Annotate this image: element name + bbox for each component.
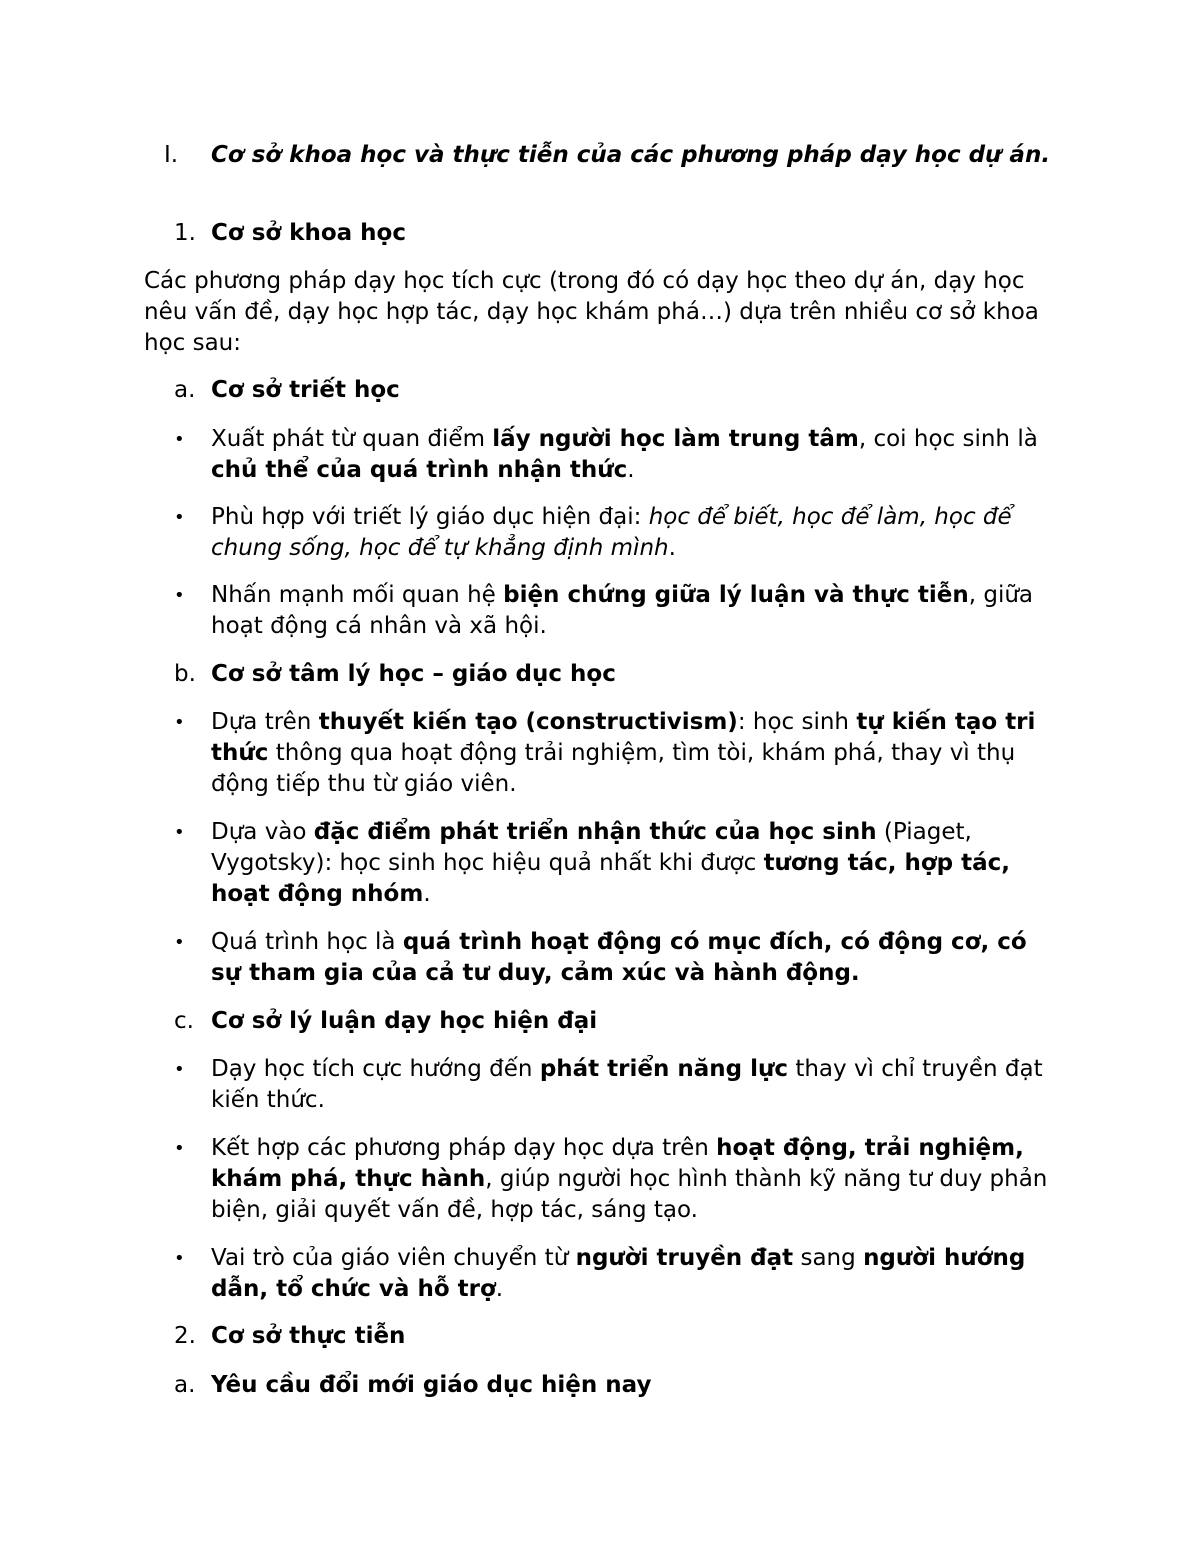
emphasis: đặc điểm phát triển nhận thức của học sinh bbox=[313, 819, 877, 845]
text: thông qua hoạt động trải nghiệm, tìm tòi, khám phá, thay vì thụ động tiếp thu từ giáo viên. bbox=[211, 740, 1016, 797]
bullet-icon: • bbox=[174, 1138, 185, 1159]
section-marker: I. bbox=[164, 142, 179, 168]
emphasis: quá trình hoạt động có mục đích, có động cơ, có sự tham gia của cả tư duy, cảm xúc và hành động. bbox=[211, 929, 1027, 986]
heading-b bbox=[144, 659, 1060, 690]
emphasis: tương tác, hợp tác, hoạt động nhóm bbox=[211, 850, 1011, 907]
text: Xuất phát từ quan điểm bbox=[211, 426, 493, 452]
emphasis: thuyết kiến tạo (constructivism) bbox=[318, 709, 738, 735]
text: thay vì chỉ truyền đạt kiến thức. bbox=[211, 1056, 1043, 1113]
subheading-title: Cơ sở khoa học bbox=[211, 220, 406, 246]
emphasis: hoạt động, trải nghiệm, khám phá, thực hành bbox=[211, 1135, 1024, 1192]
bullet-icon: • bbox=[174, 585, 185, 606]
bullet-icon: • bbox=[174, 822, 185, 843]
emphasis: người hướng dẫn, tổ chức và hỗ trợ bbox=[211, 1245, 1026, 1302]
subheading-1 bbox=[144, 218, 1060, 249]
bullet-icon: • bbox=[174, 429, 185, 450]
text: Dựa vào bbox=[211, 819, 314, 845]
heading-a bbox=[144, 375, 1060, 406]
heading-title: Cơ sở lý luận dạy học hiện đại bbox=[211, 1008, 598, 1034]
list-item bbox=[144, 707, 1060, 800]
heading-marker: c. bbox=[174, 1008, 194, 1034]
subheading-title: Cơ sở thực tiễn bbox=[211, 1323, 406, 1349]
bullet-icon: • bbox=[174, 712, 185, 733]
text: : học sinh bbox=[737, 709, 857, 735]
bullet-icon: • bbox=[174, 1059, 185, 1080]
bullet-icon: • bbox=[174, 1248, 185, 1269]
heading-marker: a. bbox=[174, 377, 196, 403]
text: . bbox=[668, 535, 676, 561]
text: , coi học sinh là bbox=[858, 426, 1038, 452]
section-heading bbox=[144, 140, 1060, 171]
list-item bbox=[144, 1243, 1060, 1305]
heading-a2 bbox=[144, 1370, 1060, 1401]
text: . bbox=[627, 457, 635, 483]
heading-title: Cơ sở triết học bbox=[211, 377, 400, 403]
list-item bbox=[144, 817, 1060, 910]
list-item bbox=[144, 927, 1060, 989]
list-item bbox=[144, 1054, 1060, 1116]
text: Phù hợp với triết lý giáo dục hiện đại: bbox=[211, 504, 649, 530]
text: Quá trình học là bbox=[211, 929, 403, 955]
bullet-icon: • bbox=[174, 932, 185, 953]
text: . bbox=[423, 881, 431, 907]
emphasis: tự kiến tạo tri thức bbox=[211, 709, 1036, 766]
emphasis: lấy người học làm trung tâm bbox=[492, 426, 859, 452]
list-item bbox=[144, 580, 1060, 642]
intro-paragraph: Các phương pháp dạy học tích cực (trong đó có dạy học theo dự án, dạy học nêu vấn đề, dạy học hợp tác, dạy học khám phá…) dựa trên nhiều cơ sở khoa học sau: bbox=[144, 268, 1039, 356]
text: . bbox=[495, 1276, 504, 1302]
emphasis: biện chứng giữa lý luận và thực tiễn bbox=[503, 582, 969, 608]
heading-marker: a. bbox=[174, 1372, 196, 1398]
subheading-marker: 1. bbox=[174, 220, 196, 246]
text: Dạy học tích cực hướng đến bbox=[211, 1056, 540, 1082]
heading-title: Cơ sở tâm lý học – giáo dục học bbox=[211, 661, 616, 687]
heading-c bbox=[144, 1006, 1060, 1037]
subheading-marker: 2. bbox=[174, 1323, 196, 1349]
text: , giúp người học hình thành kỹ năng tư duy phản biện, giải quyết vấn đề, hợp tác, sáng tạo. bbox=[211, 1166, 1048, 1223]
emphasis: chủ thể của quá trình nhận thức bbox=[211, 457, 628, 483]
text: Vai trò của giáo viên chuyển từ bbox=[211, 1245, 576, 1271]
text: sang bbox=[793, 1245, 864, 1271]
list-item bbox=[144, 1133, 1060, 1226]
text: Kết hợp các phương pháp dạy học dựa trên bbox=[211, 1135, 717, 1161]
heading-title: Yêu cầu đổi mới giáo dục hiện nay bbox=[211, 1372, 652, 1398]
emphasis: người truyền đạt bbox=[575, 1245, 794, 1271]
heading-marker: b. bbox=[174, 661, 196, 687]
subheading-2 bbox=[144, 1321, 1060, 1352]
bullet-icon: • bbox=[174, 507, 185, 528]
section-title: Cơ sở khoa học và thực tiễn của các phương pháp dạy học dự án. bbox=[211, 142, 1051, 168]
emphasis: học để biết, học để làm, học để chung sống, học để tự khẳng định mình bbox=[211, 504, 1012, 561]
emphasis: phát triển năng lực bbox=[539, 1056, 789, 1082]
list-item bbox=[144, 502, 1060, 564]
text: Dựa trên bbox=[211, 709, 319, 735]
text: (Piaget, Vygotsky): học sinh học hiệu quả nhất khi được bbox=[211, 819, 972, 876]
text: Nhấn mạnh mối quan hệ bbox=[211, 582, 504, 608]
list-item bbox=[144, 424, 1060, 486]
text: , giữa hoạt động cá nhân và xã hội. bbox=[211, 582, 1034, 639]
